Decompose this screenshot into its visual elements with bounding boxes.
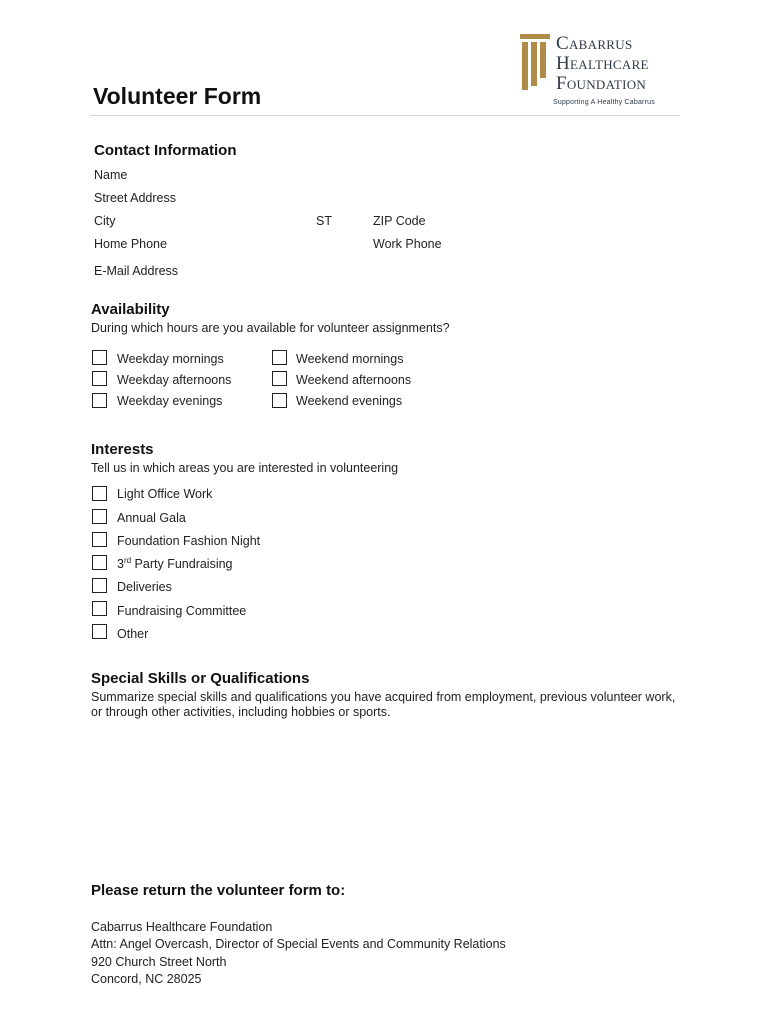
page-title: Volunteer Form xyxy=(93,83,262,109)
weekend-evenings-checkbox[interactable] xyxy=(272,393,287,408)
name-field[interactable]: Name xyxy=(94,168,128,182)
skills-heading: Special Skills or Qualifications xyxy=(91,670,310,687)
contact-heading: Contact Information xyxy=(94,142,237,159)
weekday-afternoons-label: Weekday afternoons xyxy=(117,373,232,387)
weekday-afternoons-checkbox[interactable] xyxy=(92,371,107,386)
third-party-ordinal: rd xyxy=(123,555,132,565)
weekday-evenings-checkbox[interactable] xyxy=(92,393,107,408)
foundation-fashion-night-label: Foundation Fashion Night xyxy=(117,534,261,548)
annual-gala-label: Annual Gala xyxy=(117,511,186,525)
email-field[interactable]: E-Mail Address xyxy=(94,264,179,278)
logo-wordmark xyxy=(556,34,649,94)
weekday-evenings-label: Weekday evenings xyxy=(117,394,223,408)
return-heading: Please return the volunteer form to: xyxy=(91,882,346,899)
other-checkbox[interactable] xyxy=(92,624,107,639)
return-address-line-1: Cabarrus Healthcare Foundation xyxy=(91,920,273,934)
street-address-field[interactable]: Street Address xyxy=(94,191,176,205)
weekday-mornings-label: Weekday mornings xyxy=(117,352,224,366)
logo-line-1: Cabarrus xyxy=(556,33,633,54)
third-party-number: 3 xyxy=(117,557,124,571)
deliveries-label: Deliveries xyxy=(117,580,172,594)
header-divider xyxy=(90,115,680,116)
fundraising-committee-checkbox[interactable] xyxy=(92,601,107,616)
weekend-evenings-label: Weekend evenings xyxy=(296,394,403,408)
pillars-logo-icon xyxy=(518,32,554,94)
light-office-work-label: Light Office Work xyxy=(117,487,213,501)
home-phone-field[interactable]: Home Phone xyxy=(94,237,167,251)
other-label: Other xyxy=(117,627,149,641)
return-address-line-2: Attn: Angel Overcash, Director of Special Events and Community Relations xyxy=(91,937,506,951)
third-party-fundraising-label xyxy=(117,557,233,571)
interests-heading: Interests xyxy=(91,441,154,458)
logo-line-3: Foundation xyxy=(556,73,647,94)
city-field[interactable]: City xyxy=(94,214,116,228)
availability-heading: Availability xyxy=(91,301,170,318)
weekend-mornings-checkbox[interactable] xyxy=(272,350,287,365)
return-address-line-3: 920 Church Street North xyxy=(91,955,227,969)
weekday-mornings-checkbox[interactable] xyxy=(92,350,107,365)
zip-field[interactable]: ZIP Code xyxy=(373,214,426,228)
light-office-work-checkbox[interactable] xyxy=(92,486,107,501)
skills-prompt-line-2: or through other activities, including hobbies or sports. xyxy=(91,705,391,719)
interests-prompt: Tell us in which areas you are interested in volunteering xyxy=(91,461,399,475)
weekend-afternoons-checkbox[interactable] xyxy=(272,371,287,386)
return-address-line-4: Concord, NC 28025 xyxy=(91,972,202,986)
deliveries-checkbox[interactable] xyxy=(92,578,107,593)
state-field[interactable]: ST xyxy=(316,214,332,228)
work-phone-field[interactable]: Work Phone xyxy=(373,237,442,251)
skills-prompt-line-1: Summarize special skills and qualifications you have acquired from employment, previous volunteer work, xyxy=(91,690,676,704)
logo-tagline: Supporting A Healthy Cabarrus xyxy=(553,99,655,106)
weekend-afternoons-label: Weekend afternoons xyxy=(296,373,412,387)
third-party-fundraising-checkbox[interactable] xyxy=(92,555,107,570)
third-party-rest: Party Fundraising xyxy=(131,557,233,571)
availability-prompt: During which hours are you available for volunteer assignments? xyxy=(91,321,450,335)
logo-line-2: Healthcare xyxy=(556,53,649,74)
fundraising-committee-label: Fundraising Committee xyxy=(117,604,247,618)
foundation-fashion-night-checkbox[interactable] xyxy=(92,532,107,547)
annual-gala-checkbox[interactable] xyxy=(92,509,107,524)
weekend-mornings-label: Weekend mornings xyxy=(296,352,404,366)
skills-text-area[interactable] xyxy=(91,726,681,866)
